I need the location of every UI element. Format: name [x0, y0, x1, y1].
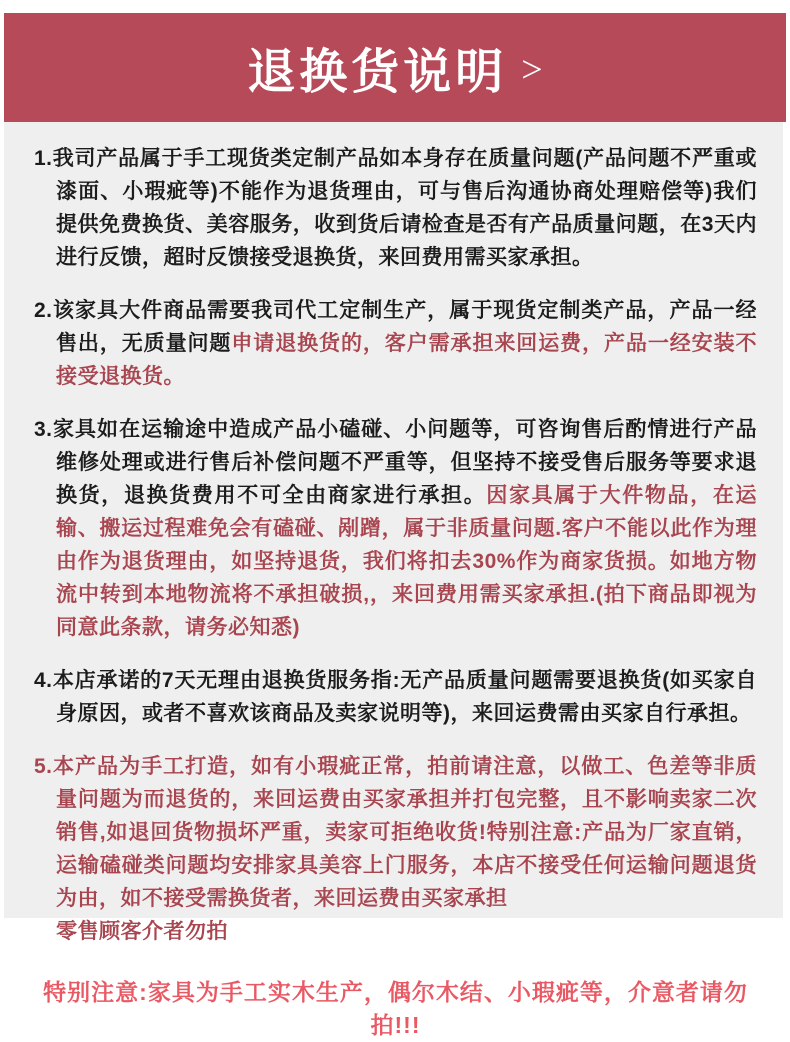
return-policy-page: [0, 13, 790, 1038]
text-segment: 因家具属于大件物品，在运输、搬运过程难免会有磕碰、剐蹭，属于非质量问题.客户不能以此作为理由作为退货理由，如坚持退货，我们将扣去30%作为商家货损。如地方物流中转到本地物流将不承担破损,，来回费用需买家承担.(拍下商品即视为同意此条款，请务必知悉): [56, 484, 758, 639]
text-segment: 申请退换货的，客户需承担来回运费，产品一经安装不接受退换货。: [56, 332, 758, 388]
policy-paragraph: [34, 142, 757, 274]
policy-content-panel: [4, 122, 783, 1038]
text-segment: 3.家具如在运输途中造成产品小磕碰、小问题等，可咨询售后酌情进行产品维修处理或进行售后补偿问题不严重等，但坚持不接受售后服务等要求退换货，退换货费用不可全由商家进行承担。: [34, 418, 757, 507]
policy-paragraph-list: [34, 142, 757, 948]
chevron-right-icon: >: [521, 48, 543, 91]
page-title: 退换货说明: [247, 46, 508, 99]
text-segment: 2.该家具大件商品需要我司代工定制生产，属于现货定制类产品，产品一经售出，无质量问题: [34, 299, 757, 355]
header-banner: [4, 13, 786, 122]
policy-paragraph: [34, 750, 757, 948]
text-segment: 零售顾客介者勿拍: [56, 920, 228, 943]
policy-paragraph: [34, 294, 757, 393]
text-segment: 5.本产品为手工打造，如有小瑕疵正常，拍前请注意，以做工、色差等非质量问题为而退货的，来回运费由买家承担并打包完整，且不影响卖家二次销售,如退回货物损坏严重，卖家可拒绝收货!特别注意:产品为厂家直销，运输磕碰类问题均安排家具美容上门服务，本店不接受任何运输问题退货为由，如不接受需换货者，来回运费由买家承担: [34, 755, 757, 910]
policy-paragraph: [34, 664, 757, 730]
text-segment: 4.本店承诺的7天无理由退换货服务指:无产品质量问题需要退换货(如买家自身原因，或者不喜欢该商品及卖家说明等)，来回运费需由买家自行承担。: [34, 669, 757, 725]
special-notice: 特别注意:家具为手工实木生产，偶尔木结、小瑕疵等，介意者请勿拍!!!: [43, 979, 748, 1038]
text-segment: 1.我司产品属于手工现货类定制产品如本身存在质量问题(产品问题不严重或漆面、小瑕疵等)不能作为退货理由，可与售后沟通协商处理赔偿等)我们提供免费换货、美容服务，收到货后请检查是否有产品质量问题，在3天内进行反馈，超时反馈接受退换货，来回费用需买家承担。: [34, 147, 757, 269]
policy-paragraph: [34, 413, 757, 644]
